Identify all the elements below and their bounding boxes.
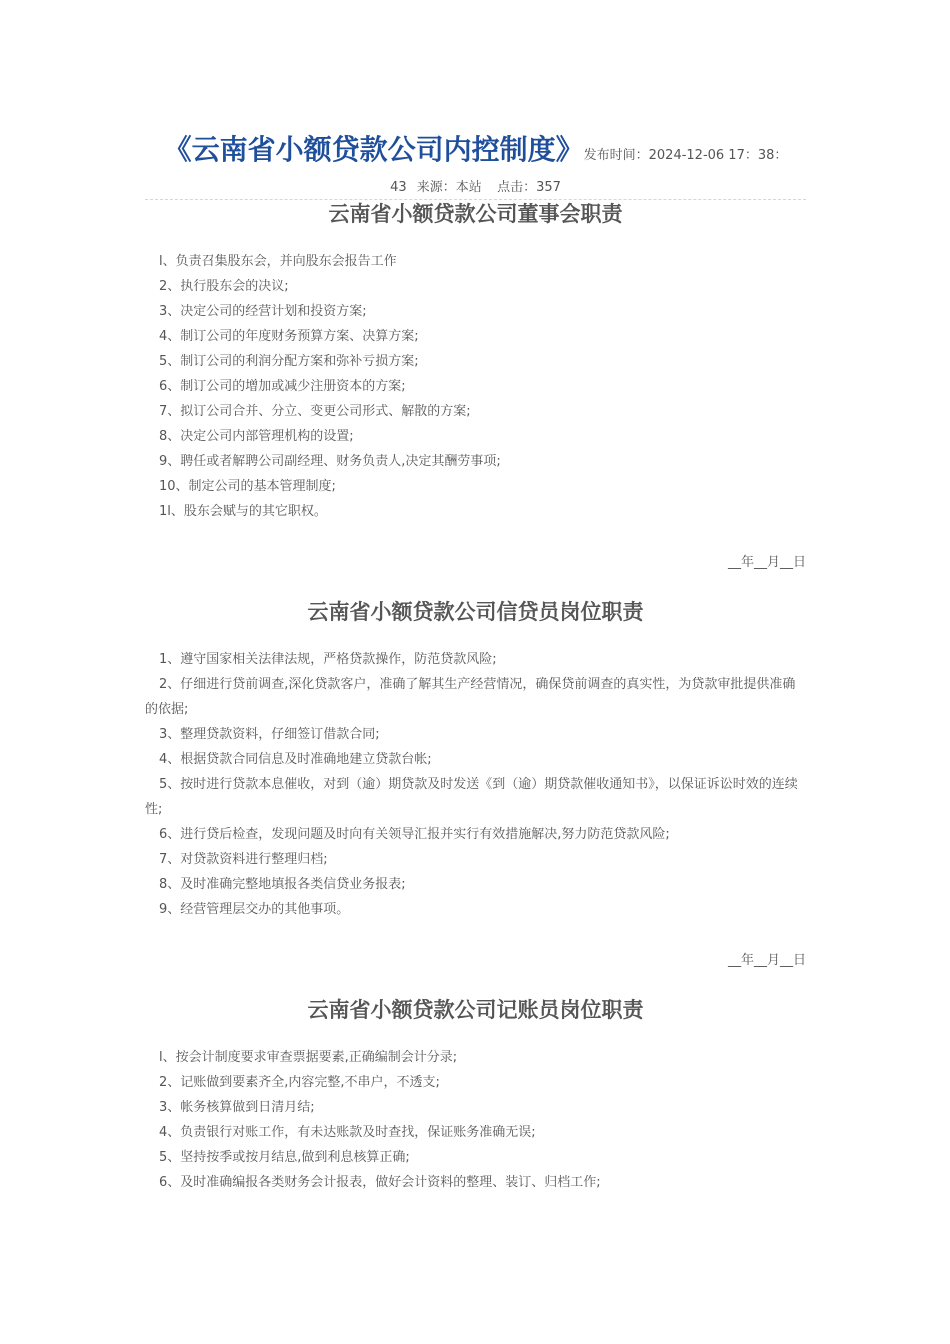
section-title-board: 云南省小额贷款公司董事会职责 [328,202,623,226]
list-item: 4、负责银行对账工作，有未达账款及时查找，保证账务准确无误; [159,1125,536,1140]
list-item: 6、制订公司的增加或减少注册资本的方案; [159,379,406,394]
list-item: 1l、股东会赋与的其它职权。 [159,504,327,519]
section-title-bookkeeper: 云南省小额贷款公司记账员岗位职责 [307,998,644,1022]
list-item: 7、拟订公司合并、分立、变更公司形式、解散的方案; [159,404,471,419]
list-item: 3、整理贷款资料，仔细签订借款合同; [159,727,380,742]
list-item: 9、经营管理层交办的其他事项。 [159,902,350,917]
list-item: 1、遵守国家相关法律法规，严格贷款操作，防范贷款风险; [159,652,497,667]
list-item: 6、进行贷后检查，发现问题及时向有关领导汇报并实行有效措施解决,努力防范贷款风险; [159,827,670,842]
publish-label: 发布时间： [583,148,649,163]
list-item: 4、制订公司的年度财务预算方案、决算方案; [159,329,419,344]
list-item: 7、对贷款资料进行整理归档; [159,852,328,867]
date-signature: __年__月__日 [727,555,806,570]
source-label: 来源： [416,179,456,195]
list-item: l、按会计制度要求审查票据要素,正确编制会计分录; [159,1050,458,1065]
list-item: 6、及时准确编报各类财务会计报表，做好会计资料的整理、装订、归档工作; [159,1175,601,1190]
date-signature: __年__月__日 [727,953,806,968]
list-item: 8、及时准确完整地填报各类信贷业务报表; [159,877,406,892]
list-item: 3、决定公司的经营计划和投资方案; [159,304,367,319]
section-list-credit-officer [145,647,806,922]
list-item: 5、制订公司的利润分配方案和弥补亏损方案; [159,354,419,369]
source-value: 本站 [455,179,482,195]
section-list-board [145,249,806,524]
publish-time: 2024-12-06 17：38：43 [390,148,788,195]
section-title-credit-officer: 云南省小额贷款公司信贷员岗位职责 [307,600,644,624]
list-item: 9、聘任或者解聘公司副经理、财务负责人,决定其酬劳事项; [159,454,501,469]
list-item: l、负责召集股东会，并向股东会报告工作 [159,254,397,269]
section-list-bookkeeper [145,1045,806,1195]
list-item: 2、记账做到要素齐全,内容完整,不串户，不透支; [159,1075,440,1090]
list-item: 5、坚持按季或按月结息,做到利息核算正确; [159,1150,410,1165]
page-title: 《云南省小额贷款公司内控制度》 [163,133,584,166]
list-item: 10、制定公司的基本管理制度; [159,479,336,494]
list-item: 2、执行股东会的决议; [159,279,289,294]
clicks-label: 点击： [497,179,537,195]
article-header [145,128,806,199]
list-item: 4、根据贷款合同信息及时准确地建立贷款台帐; [159,752,432,767]
list-item: 3、帐务核算做到日清月结; [159,1100,315,1115]
list-item: 5、按时进行贷款本息催收，对到（逾）期贷款及时发送《到（逾）期贷款催收通知书》，以保证诉讼时效的连续性; [145,777,798,817]
clicks-count: 357 [536,179,561,195]
list-item: 2、仔细进行贷前调查,深化贷款客户，准确了解其生产经营情况，确保贷前调查的真实性，为贷款审批提供准确的依据; [145,677,796,717]
list-item: 8、决定公司内部管理机构的设置; [159,429,354,444]
